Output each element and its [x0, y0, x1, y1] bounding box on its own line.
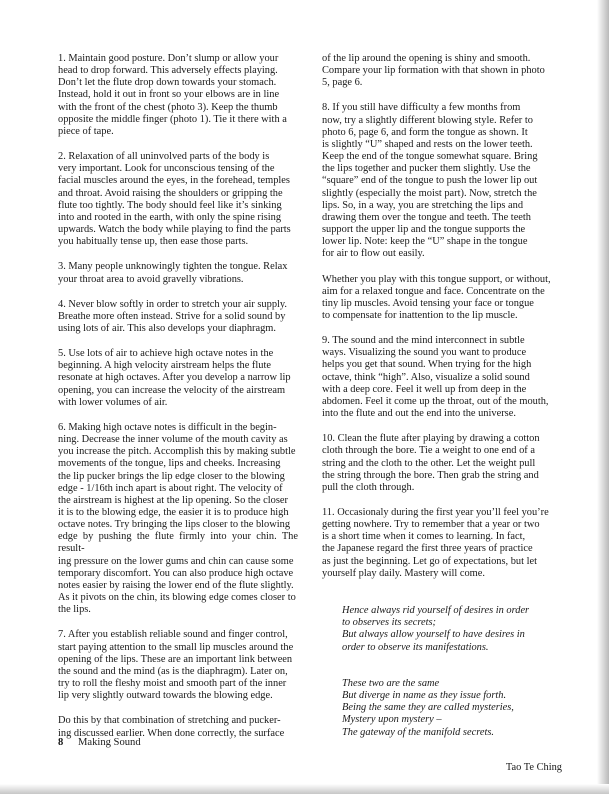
paragraph-6: 6. Making high octave notes is difficult in the begin- ning. Decrease the inner volume of the mouth cavity as you increase the pitch. Accomplish this by making subtle movements of the tongue, lips and cheeks. Increasing the lip pucker brings the lip edge closer to the blowing edge - 1/16th inch apart is about right. The velocity of the airstream is highest at the lip opening. So the closer it is to the blowing edge, the easier it is to produce high octave notes. Try bringing the lips closer to the blowing edge by pushing the flute firmly into your chin. The result- ing pressure on the lower gums and chin can cause some temporary discomfort. You can also produce high octave notes easier by raising the lower end of the flute slightly. As it pivots on the chin, its blowing edge comes closer to the lips.	[58, 421, 298, 616]
quote-attribution: Tao Te Ching	[505, 761, 562, 773]
paragraph-7-end: of the lip around the opening is shiny and smooth. Compare your lip formation with that shown in photo 5, page 6.	[322, 53, 545, 89]
right-column	[322, 53, 562, 786]
tao-te-ching-quote	[342, 593, 562, 786]
paragraph-3: 3. Many people unknowingly tighten the tongue. Relax your throat area to avoid gravelly vibrations.	[58, 261, 288, 285]
section-title: Making Sound	[77, 737, 141, 748]
paragraph-5: 5. Use lots of air to achieve high octave notes in the beginning. A high velocity airstream helps the flute resonate at high octaves. After you develop a narrow lip opening, you can increase the velocity of the airstream with lower volumes of air.	[58, 348, 291, 408]
page-edge-shadow	[597, 0, 609, 794]
paragraph-10: 10. Clean the flute after playing by drawing a cotton cloth through the bore. Tie a weight to one end of a string and the cloth to the other. Let the weight pull the string through the bore. Then grab the string and pull the cloth through.	[322, 433, 540, 493]
paragraph-2: 2. Relaxation of all uninvolved parts of the body is very important. Look for unconscious tensing of the facial muscles around the eyes, in the forehead, temples and throat. Avoid raising the shoulders or gripping the flute too tightly. The body should feel like it’s sinking into and rooted in the earth, with only the spine rising upwards. Watch the body while playing to find the parts you habitually tense up, then ease those parts.	[58, 151, 291, 248]
paragraph-7: 7. After you establish reliable sound and finger control, start paying attention to the small lip muscles around the opening of the lips. These are an important link between the sound and the mind (as is the diaphragm). Later on, try to roll the fleshy moist and smooth part of the inner lip very slightly outward towards the blowing edge.	[58, 629, 294, 702]
page-number: 8	[58, 737, 64, 748]
quote-stanza-2: These two are the same But diverge in name as they issue forth. Being the same they are called mysteries, Mystery upon mystery – The gateway of the manifold secrets.	[342, 677, 514, 738]
left-column	[58, 53, 298, 753]
paragraph-11: 11. Occasionaly during the first year you’ll feel you’re getting nowhere. Try to remember that a year or two is a short time when it comes to learning. In fact, the Japanese regard the first three years of practice as just the beginning. Let go of expectations, but let yourself play daily. Mastery will come.	[322, 507, 549, 579]
paragraph-8: 8. If you still have difficulty a few months from now, try a slightly different blowing style. Refer to photo 6, page 6, and form the tongue as shown. It is slightly “U” shaped and rests on the lower teeth. Keep the end of the tongue somewhat square. Bring the lips together and pucker them slightly. Use the “square” end of the tongue to push the lower lip out slightly (especially the moist part). Now, stretch the lips. So, in a way, you are stretching the lips and drawing them over the tongue and teeth. The teeth support the upper lip and the tongue supports the lower lip. Note: keep the “U” shape in the tongue for air to flow out easily.	[322, 102, 538, 260]
paragraph-7-continued: Do this by that combination of stretching and pucker- ing discussed earlier. When done correctly, the surface	[58, 715, 285, 739]
paragraph-4: 4. Never blow softly in order to stretch your air supply. Breathe more often instead. Strive for a solid sound by using lots of air. This also develops your diaphragm.	[58, 298, 288, 334]
paragraph-9: 9. The sound and the mind interconnect in subtle ways. Visualizing the sound you want to produce helps you get that sound. When trying for the high octave, think “high”. Also, visualize a solid sound with a deep core. Feel it well up from deep in the abdomen. Feel it come up the throat, out of the mouth, into the flute and out the end into the universe.	[322, 335, 549, 420]
quote-stanza-1: Hence always rid yourself of desires in order to observes its secrets; But always allow yourself to have desires in order to observe its manifestations.	[342, 605, 530, 653]
paragraph-1: 1. Maintain good posture. Don’t slump or allow your head to drop forward. This adversely effects playing. Don’t let the flute drop down towards your stomach. Instead, hold it out in front so your elbows are in line with the front of the chest (photo 3). Keep the thumb opposite the middle finger (photo 1). Tie it there with a piece of tape.	[58, 53, 287, 137]
page-footer	[58, 737, 141, 748]
paragraph-8-note: Whether you play with this tongue support, or without, aim for a relaxed tongue and face. Concentrate on the tiny lip muscles. Avoid tensing your face or tongue to compensate for inattention to the lip muscle.	[322, 273, 551, 321]
